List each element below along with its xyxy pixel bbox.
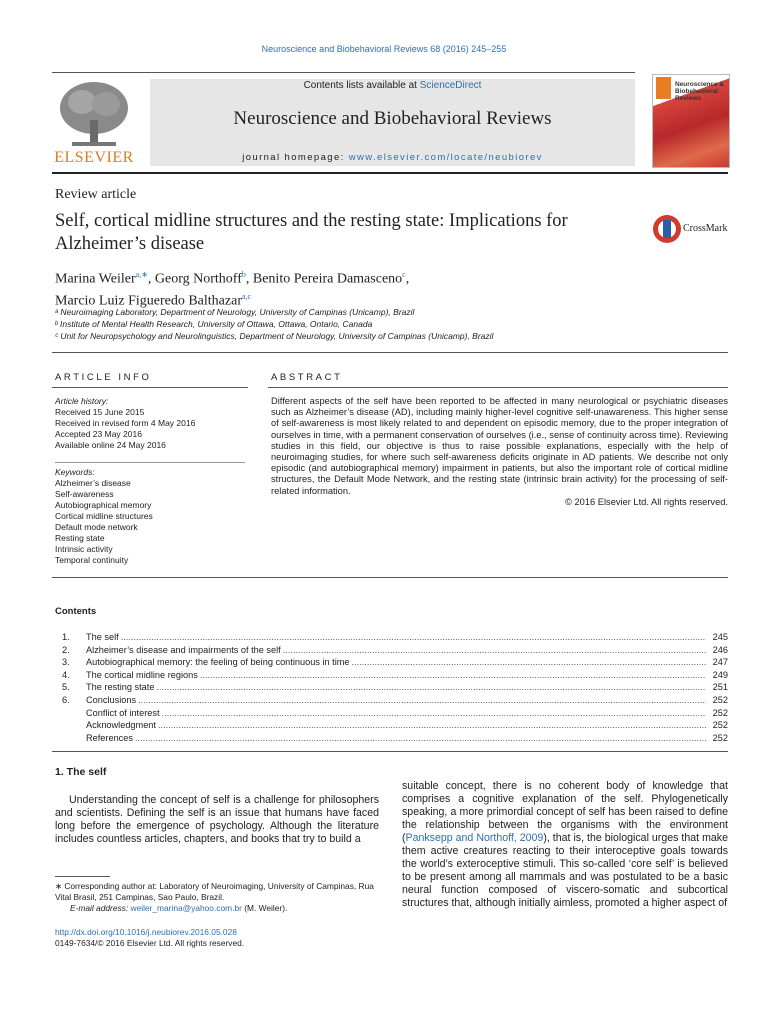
article-info <box>55 396 245 566</box>
elsevier-wordmark: ELSEVIER <box>54 149 134 166</box>
history-item: Received 15 June 2015 <box>55 407 145 417</box>
author-name[interactable]: Benito Pereira Damasceno <box>252 271 403 287</box>
author-name[interactable]: Georg Northoff <box>154 271 242 287</box>
keyword: Resting state <box>55 533 105 543</box>
cover-title: Neuroscience & Biobehavioral Reviews <box>675 81 725 102</box>
affiliation: ᵃ Neuroimaging Laboratory, Department of Neurology, University of Campinas (Unicamp), Brazil <box>55 307 415 317</box>
contents-available: Contents lists available at ScienceDirect <box>303 80 482 91</box>
keyword: Autobiographical memory <box>55 500 152 510</box>
crossmark-label: CrossMark <box>683 223 728 234</box>
crossmark-badge[interactable] <box>652 214 732 244</box>
issn-copyright: 0149-7634/© 2016 Elsevier Ltd. All rights reserved. <box>55 938 245 948</box>
author-name[interactable]: Marina Weiler <box>55 271 136 287</box>
footnote-rule <box>55 876 110 877</box>
top-rule <box>52 72 635 73</box>
crossmark-icon <box>652 214 682 244</box>
citation-link[interactable]: Panksepp and Northoff, 2009 <box>405 832 544 844</box>
divider <box>52 352 728 353</box>
divider <box>268 387 728 388</box>
author-affiliation-marker[interactable]: a,c <box>241 291 252 301</box>
divider <box>52 577 728 578</box>
history-item: Available online 24 May 2016 <box>55 440 166 450</box>
keywords-label: Keywords: <box>55 467 95 477</box>
author-affiliation-marker[interactable]: a,∗ <box>135 270 148 279</box>
email-link[interactable]: weiler_marina@yahoo.com.br <box>130 903 242 913</box>
homepage-link[interactable]: www.elsevier.com/locate/neubiorev <box>348 152 543 163</box>
abstract-heading: ABSTRACT <box>271 372 343 383</box>
keyword: Default mode network <box>55 522 138 532</box>
divider <box>52 387 248 388</box>
copyright: © 2016 Elsevier Ltd. All rights reserved. <box>565 496 728 507</box>
history-label: Article history: <box>55 396 109 406</box>
journal-reference[interactable]: Neuroscience and Biobehavioral Reviews 68 (2016) 245–255 <box>261 44 507 54</box>
corresponding-author: ∗ Corresponding author at: Laboratory of Neuroimaging, University of Campinas, Rua Vital Brasil, 251 Campinas, Sao Paulo, Brazil. <box>55 881 374 902</box>
article-title: Self, cortical midline structures and the resting state: Implications for Alzheimer’s disease <box>55 211 568 254</box>
contents-heading: Contents <box>55 606 97 617</box>
history-item: Accepted 23 May 2016 <box>55 429 142 439</box>
toc-entry[interactable]: Acknowledgment ..... 252 <box>62 719 728 732</box>
sciencedirect-link[interactable]: ScienceDirect <box>419 80 482 91</box>
author-list: Marina Weiler$^{a,∗}$, Georg Northoff$^b$, Benito Pereira Damasceno$^c$, Marcio Luiz Figueredo Balthazar$^{a,c}$ <box>55 270 410 309</box>
abstract-text: Different aspects of the self have been reported to be affected in many neurological or psychiatric diseases such as Alzheimer’s disease (AD), including mainly higher-level cognitive self-unawareness. This higher sense of self-awareness is most likely related to and dependent on episodic memory, due to the proper integration of ourselves in time, with a permanent conservation of ourselves (i.e., sense of continuity across time). Reviewing studies in this field, our objective is thus to raise possible explanations, especially with the help of neuroimaging studies, for where such self-awareness deficits originate in AD patients. We describe not only episodic (and autobiographical memory) impairment in patients, but also the important role of cortical midline structures, the Default Mode Network, and the resting state (intrinsic brain activity) for the processing of self-related information. <box>271 396 728 496</box>
section-heading: 1. The self <box>55 766 107 778</box>
toc-entry[interactable]: References ..... 252 <box>62 732 728 745</box>
affiliation: ᵇ Institute of Mental Health Research, University of Ottawa, Ottawa, Ontario, Canada <box>55 319 373 329</box>
keyword: Intrinsic activity <box>55 544 113 554</box>
doi-link[interactable]: http://dx.doi.org/10.1016/j.neubiorev.2016.05.028 <box>55 927 237 937</box>
footnote: ∗ Corresponding author at: Laboratory of Neuroimaging, University of Campinas, Rua Vital Brasil, 251 Campinas, Sao Paulo, Brazil. E-mail address: weiler_marina@yahoo.com.br (M. Weiler). <box>55 881 385 914</box>
journal-homepage: journal homepage: www.elsevier.com/locate/neubiorev <box>242 152 543 163</box>
toc-entry[interactable]: 3. Autobiographical memory: the feeling of being continuous in time ..... 247 <box>62 656 728 669</box>
keyword: Self-awareness <box>55 489 114 499</box>
author-affiliation-marker[interactable]: c <box>402 270 406 279</box>
toc-entry[interactable]: 4. The cortical midline regions ..... 249 <box>62 669 728 682</box>
toc-entry[interactable]: 6. Conclusions ..... 252 <box>62 694 728 707</box>
affiliation: ᶜ Unit for Neuropsychology and Neurolinguistics, Department of Neurology, University of Campinas (Unicamp), Brazil <box>55 331 494 341</box>
author-name[interactable]: Marcio Luiz Figueredo Balthazar <box>55 293 242 309</box>
doi-block <box>55 927 244 949</box>
keyword: Temporal continuity <box>55 555 129 565</box>
header-rule <box>52 172 728 174</box>
history-item: Received in revised form 4 May 2016 <box>55 418 196 428</box>
abstract-body <box>271 396 728 508</box>
toc-entry[interactable]: 2. Alzheimer’s disease and impairments of the self ..... 246 <box>62 644 728 657</box>
toc-entry[interactable]: Conflict of interest ..... 252 <box>62 707 728 720</box>
author-affiliation-marker[interactable]: b <box>241 270 246 279</box>
article-info-heading: ARTICLE INFO <box>55 372 152 383</box>
journal-cover-image[interactable] <box>652 74 730 168</box>
toc-entry[interactable]: 1. The self ..... 245 <box>62 631 728 644</box>
divider <box>52 751 728 752</box>
article-type: Review article <box>55 187 137 202</box>
toc-entry[interactable]: 5. The resting state ..... 251 <box>62 681 728 694</box>
body-text-left: Understanding the concept of self is a challenge for philosophers and scientists. Defining the self is an issue that humans have faced long before the emergence of psychology. Although the literature includes countless articles, chapters, and books that try to build a <box>55 794 379 845</box>
cover-logo-icon <box>656 77 671 99</box>
keyword: Cortical midline structures <box>55 511 153 521</box>
body-text-right: suitable concept, there is no coherent body of knowledge that comprises a cognitive explanation of the self. Phylogenetically speaking, a more primordial concept of self has been raised to define the relationship between the organisms with the environment (Panksepp and Northoff, 2009), that is, the biological urges that make them active creatures reacting to their interoceptive goals towards the world’s exteroceptive stimuli. This so-called ‘core self’ is believed to be present among all mammals and was postulated to be a basic neural function composed of viscero-somatic and subcortical structures that, although initially aimless, promoted a higher aspect of <box>402 780 728 909</box>
journal-title: Neuroscience and Biobehavioral Reviews <box>233 108 552 129</box>
keyword: Alzheimer’s disease <box>55 478 131 488</box>
table-of-contents <box>62 631 728 744</box>
